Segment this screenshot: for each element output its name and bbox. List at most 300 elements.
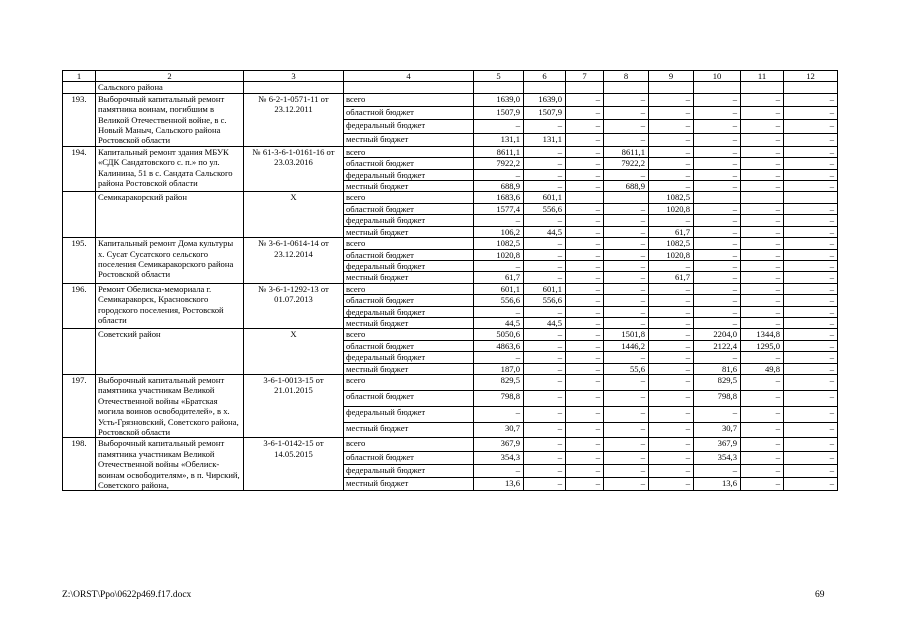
amount-cell: – bbox=[741, 133, 784, 146]
column-number: 7 bbox=[566, 71, 604, 82]
amount-cell: 1683,6 bbox=[474, 192, 524, 203]
funding-source: областной бюджет bbox=[344, 451, 474, 464]
footer-page-number: 69 bbox=[815, 590, 825, 600]
funding-source: местный бюджет bbox=[344, 226, 474, 237]
amount-cell: – bbox=[741, 317, 784, 328]
amount-cell: – bbox=[566, 93, 604, 106]
amount-cell: – bbox=[524, 238, 566, 249]
amount-cell: – bbox=[566, 120, 604, 133]
document-ref: № 3-6-1-0614-14 от 23.12.2014 bbox=[244, 238, 344, 284]
amount-cell: – bbox=[649, 283, 694, 294]
amount-cell: – bbox=[741, 438, 784, 451]
amount-cell: 829,5 bbox=[474, 374, 524, 390]
amount-cell: – bbox=[604, 215, 649, 226]
amount-cell: – bbox=[524, 329, 566, 340]
amount-cell: – bbox=[566, 158, 604, 169]
document-ref: № 6-2-1-0571-11 от 23.12.2011 bbox=[244, 93, 344, 146]
amount-cell: 106,2 bbox=[474, 226, 524, 237]
amount-cell: – bbox=[694, 295, 741, 306]
amount-cell: – bbox=[604, 306, 649, 317]
funding-source: областной бюджет bbox=[344, 203, 474, 214]
amount-cell: – bbox=[694, 260, 741, 271]
amount-cell: – bbox=[566, 203, 604, 214]
funding-source: областной бюджет bbox=[344, 295, 474, 306]
amount-cell: 601,1 bbox=[524, 283, 566, 294]
document-ref: Х bbox=[244, 192, 344, 238]
amount-cell: – bbox=[694, 146, 741, 157]
amount-cell bbox=[566, 192, 604, 203]
amount-cell: 1295,0 bbox=[741, 340, 784, 351]
amount-cell: – bbox=[604, 374, 649, 390]
column-number: 6 bbox=[524, 71, 566, 82]
amount-cell: – bbox=[566, 374, 604, 390]
footer-file-path: Z:\ORST\Ppo\0622p469.f17.docx bbox=[62, 590, 192, 600]
empty-cell bbox=[694, 82, 741, 93]
amount-cell: 1507,9 bbox=[524, 107, 566, 120]
amount-cell: – bbox=[566, 238, 604, 249]
amount-cell: – bbox=[649, 406, 694, 422]
amount-cell: – bbox=[604, 295, 649, 306]
amount-cell: – bbox=[784, 181, 838, 192]
document-ref bbox=[244, 82, 344, 93]
row-number bbox=[63, 329, 96, 375]
amount-cell: 7922,2 bbox=[474, 158, 524, 169]
funding-source: областной бюджет bbox=[344, 390, 474, 406]
amount-cell: – bbox=[694, 249, 741, 260]
amount-cell: – bbox=[784, 272, 838, 283]
amount-cell bbox=[604, 192, 649, 203]
amount-cell: – bbox=[604, 438, 649, 451]
amount-cell: – bbox=[741, 181, 784, 192]
amount-cell: – bbox=[566, 438, 604, 451]
amount-cell: – bbox=[741, 260, 784, 271]
amount-cell: – bbox=[649, 215, 694, 226]
amount-cell: – bbox=[741, 464, 784, 477]
funding-source: федеральный бюджет bbox=[344, 120, 474, 133]
district-funding-row bbox=[63, 192, 838, 203]
amount-cell: – bbox=[741, 390, 784, 406]
funding-source: федеральный бюджет bbox=[344, 215, 474, 226]
amount-cell: – bbox=[604, 169, 649, 180]
object-funding-row bbox=[63, 374, 838, 390]
object-name: Выборочный капитальный ремонт памятника участникам Великой Отечественной войны «Обелиск- воинам освободителям», в п. Чирский, Советского района, bbox=[96, 438, 244, 491]
column-number: 3 bbox=[244, 71, 344, 82]
amount-cell: 13,6 bbox=[474, 478, 524, 491]
amount-cell: – bbox=[694, 120, 741, 133]
amount-cell: – bbox=[784, 438, 838, 451]
amount-cell: 2122,4 bbox=[694, 340, 741, 351]
amount-cell: – bbox=[784, 283, 838, 294]
amount-cell: 44,5 bbox=[524, 226, 566, 237]
amount-cell: – bbox=[649, 169, 694, 180]
amount-cell: – bbox=[566, 107, 604, 120]
amount-cell: 829,5 bbox=[694, 374, 741, 390]
object-name: Сальского района bbox=[96, 82, 244, 93]
district-name: Советский район bbox=[96, 329, 244, 375]
amount-cell: – bbox=[524, 374, 566, 390]
amount-cell: – bbox=[649, 317, 694, 328]
funding-source: федеральный бюджет bbox=[344, 306, 474, 317]
amount-cell: – bbox=[604, 464, 649, 477]
amount-cell: 30,7 bbox=[474, 422, 524, 438]
amount-cell: – bbox=[741, 295, 784, 306]
funding-source: всего bbox=[344, 374, 474, 390]
amount-cell: 1446,2 bbox=[604, 340, 649, 351]
amount-cell: – bbox=[649, 93, 694, 106]
amount-cell: 8611,1 bbox=[604, 146, 649, 157]
empty-cell bbox=[649, 82, 694, 93]
amount-cell: – bbox=[741, 249, 784, 260]
amount-cell: 61,7 bbox=[649, 226, 694, 237]
amount-cell: – bbox=[694, 93, 741, 106]
amount-cell: – bbox=[604, 107, 649, 120]
amount-cell: – bbox=[524, 272, 566, 283]
amount-cell: – bbox=[741, 120, 784, 133]
amount-cell: – bbox=[649, 133, 694, 146]
amount-cell: – bbox=[566, 272, 604, 283]
amount-cell: – bbox=[524, 406, 566, 422]
amount-cell: 8611,1 bbox=[474, 146, 524, 157]
funding-source: местный бюджет bbox=[344, 478, 474, 491]
amount-cell: – bbox=[524, 215, 566, 226]
amount-cell: – bbox=[784, 238, 838, 249]
amount-cell: – bbox=[524, 158, 566, 169]
funding-source: местный бюджет bbox=[344, 133, 474, 146]
object-funding-row bbox=[63, 93, 838, 106]
funding-source: федеральный бюджет bbox=[344, 352, 474, 363]
amount-cell: – bbox=[741, 374, 784, 390]
amount-cell: 354,3 bbox=[474, 451, 524, 464]
amount-cell: – bbox=[694, 158, 741, 169]
amount-cell: – bbox=[604, 352, 649, 363]
amount-cell: – bbox=[524, 340, 566, 351]
amount-cell: – bbox=[784, 340, 838, 351]
row-number bbox=[63, 192, 96, 238]
column-number: 5 bbox=[474, 71, 524, 82]
amount-cell: 1020,8 bbox=[649, 249, 694, 260]
amount-cell: – bbox=[604, 120, 649, 133]
amount-cell: 2204,0 bbox=[694, 329, 741, 340]
amount-cell: – bbox=[524, 478, 566, 491]
object-name: Капитальный ремонт Дома культуры х. Сусат Сусатского сельского поселения Семикаракорского района Ростовской области bbox=[96, 238, 244, 284]
amount-cell: – bbox=[741, 215, 784, 226]
amount-cell: – bbox=[649, 390, 694, 406]
funding-source: областной бюджет bbox=[344, 107, 474, 120]
amount-cell: – bbox=[694, 352, 741, 363]
amount-cell: – bbox=[604, 317, 649, 328]
amount-cell: – bbox=[649, 352, 694, 363]
column-number: 8 bbox=[604, 71, 649, 82]
funding-source: федеральный бюджет bbox=[344, 406, 474, 422]
amount-cell: – bbox=[604, 451, 649, 464]
amount-cell: 1639,0 bbox=[474, 93, 524, 106]
column-number: 9 bbox=[649, 71, 694, 82]
amount-cell: – bbox=[741, 146, 784, 157]
amount-cell: – bbox=[649, 120, 694, 133]
amount-cell: – bbox=[784, 422, 838, 438]
row-number: 193. bbox=[63, 93, 96, 146]
amount-cell: – bbox=[784, 203, 838, 214]
amount-cell: – bbox=[604, 133, 649, 146]
amount-cell: – bbox=[649, 464, 694, 477]
amount-cell: – bbox=[474, 352, 524, 363]
amount-cell: 1082,5 bbox=[649, 238, 694, 249]
amount-cell: – bbox=[604, 406, 649, 422]
amount-cell: – bbox=[566, 329, 604, 340]
budget-table bbox=[62, 70, 838, 491]
empty-cell bbox=[784, 82, 838, 93]
amount-cell: 1082,5 bbox=[474, 238, 524, 249]
funding-source: местный бюджет bbox=[344, 422, 474, 438]
amount-cell: – bbox=[741, 226, 784, 237]
amount-cell: 131,1 bbox=[524, 133, 566, 146]
object-name: Выборочный капитальный ремонт памятника участникам Великой Отечественной войны «Братская могила воинов освободителей», в х. Усть-Грязновский, Советского района, Ростовской области bbox=[96, 374, 244, 437]
amount-cell: 131,1 bbox=[474, 133, 524, 146]
amount-cell: – bbox=[566, 406, 604, 422]
amount-cell: – bbox=[524, 422, 566, 438]
amount-cell: – bbox=[566, 295, 604, 306]
amount-cell: – bbox=[694, 306, 741, 317]
amount-cell: – bbox=[741, 93, 784, 106]
amount-cell: 55,6 bbox=[604, 363, 649, 374]
amount-cell: – bbox=[566, 317, 604, 328]
funding-source: всего bbox=[344, 329, 474, 340]
amount-cell: – bbox=[741, 406, 784, 422]
amount-cell: 49,8 bbox=[741, 363, 784, 374]
amount-cell: – bbox=[649, 340, 694, 351]
amount-cell: – bbox=[694, 317, 741, 328]
amount-cell: 61,7 bbox=[474, 272, 524, 283]
amount-cell: – bbox=[784, 451, 838, 464]
amount-cell: – bbox=[741, 478, 784, 491]
amount-cell: 1344,8 bbox=[741, 329, 784, 340]
funding-source: всего bbox=[344, 283, 474, 294]
amount-cell bbox=[741, 192, 784, 203]
amount-cell: 1501,8 bbox=[604, 329, 649, 340]
amount-cell: 1020,8 bbox=[649, 203, 694, 214]
amount-cell: – bbox=[741, 169, 784, 180]
empty-cell bbox=[474, 82, 524, 93]
amount-cell: – bbox=[566, 215, 604, 226]
amount-cell: – bbox=[566, 169, 604, 180]
amount-cell: – bbox=[649, 451, 694, 464]
amount-cell: – bbox=[741, 203, 784, 214]
funding-source: областной бюджет bbox=[344, 249, 474, 260]
column-number: 2 bbox=[96, 71, 244, 82]
column-number: 1 bbox=[63, 71, 96, 82]
amount-cell: – bbox=[566, 306, 604, 317]
amount-cell: – bbox=[649, 363, 694, 374]
column-number: 12 bbox=[784, 71, 838, 82]
amount-cell: – bbox=[784, 169, 838, 180]
empty-cell bbox=[524, 82, 566, 93]
amount-cell: – bbox=[741, 352, 784, 363]
amount-cell: – bbox=[649, 438, 694, 451]
amount-cell: – bbox=[649, 146, 694, 157]
funding-source: федеральный бюджет bbox=[344, 260, 474, 271]
row-number: 197. bbox=[63, 374, 96, 437]
amount-cell: – bbox=[566, 464, 604, 477]
amount-cell: – bbox=[604, 390, 649, 406]
column-number: 10 bbox=[694, 71, 741, 82]
amount-cell: – bbox=[649, 181, 694, 192]
amount-cell: – bbox=[566, 249, 604, 260]
empty-cell bbox=[741, 82, 784, 93]
amount-cell: – bbox=[784, 120, 838, 133]
region-continuation-row bbox=[63, 82, 838, 93]
column-number: 11 bbox=[741, 71, 784, 82]
amount-cell: – bbox=[524, 306, 566, 317]
amount-cell: – bbox=[474, 306, 524, 317]
amount-cell: – bbox=[694, 181, 741, 192]
amount-cell: – bbox=[649, 295, 694, 306]
amount-cell: – bbox=[784, 93, 838, 106]
object-name: Капитальный ремонт здания МБУК «СДК Сандатовского с. п.» по ул. Калинина, 51 в с. Сандата Сальского района Ростовской области bbox=[96, 146, 244, 192]
amount-cell: 601,1 bbox=[474, 283, 524, 294]
object-funding-row bbox=[63, 238, 838, 249]
funding-source: федеральный бюджет bbox=[344, 464, 474, 477]
empty-cell bbox=[566, 82, 604, 93]
amount-cell: – bbox=[784, 363, 838, 374]
amount-cell: 81,6 bbox=[694, 363, 741, 374]
amount-cell: 1577,4 bbox=[474, 203, 524, 214]
funding-source: всего bbox=[344, 438, 474, 451]
amount-cell: – bbox=[524, 146, 566, 157]
amount-cell: – bbox=[784, 226, 838, 237]
amount-cell: – bbox=[604, 93, 649, 106]
amount-cell: – bbox=[524, 451, 566, 464]
amount-cell: 1507,9 bbox=[474, 107, 524, 120]
amount-cell: – bbox=[524, 464, 566, 477]
amount-cell: 13,6 bbox=[694, 478, 741, 491]
amount-cell: – bbox=[784, 352, 838, 363]
amount-cell: – bbox=[566, 390, 604, 406]
amount-cell: – bbox=[784, 215, 838, 226]
row-number: 194. bbox=[63, 146, 96, 192]
amount-cell: – bbox=[566, 352, 604, 363]
amount-cell: – bbox=[649, 422, 694, 438]
amount-cell: – bbox=[604, 203, 649, 214]
amount-cell: – bbox=[566, 340, 604, 351]
amount-cell: 556,6 bbox=[524, 295, 566, 306]
district-name: Семикаракорский район bbox=[96, 192, 244, 238]
column-number: 4 bbox=[344, 71, 474, 82]
amount-cell: – bbox=[566, 226, 604, 237]
amount-cell: – bbox=[649, 158, 694, 169]
funding-source: местный бюджет bbox=[344, 317, 474, 328]
amount-cell: 1639,0 bbox=[524, 93, 566, 106]
budget-table-page bbox=[62, 70, 837, 491]
amount-cell: – bbox=[694, 238, 741, 249]
amount-cell: – bbox=[604, 260, 649, 271]
amount-cell: 367,9 bbox=[694, 438, 741, 451]
amount-cell: – bbox=[566, 451, 604, 464]
amount-cell: – bbox=[694, 215, 741, 226]
amount-cell: – bbox=[566, 133, 604, 146]
amount-cell: – bbox=[604, 478, 649, 491]
amount-cell: – bbox=[604, 272, 649, 283]
funding-source: областной бюджет bbox=[344, 158, 474, 169]
amount-cell: – bbox=[566, 283, 604, 294]
amount-cell: – bbox=[741, 107, 784, 120]
amount-cell: – bbox=[649, 306, 694, 317]
row-number bbox=[63, 82, 96, 93]
amount-cell: – bbox=[524, 438, 566, 451]
amount-cell: – bbox=[784, 158, 838, 169]
amount-cell: – bbox=[524, 363, 566, 374]
amount-cell: – bbox=[524, 169, 566, 180]
amount-cell: – bbox=[524, 120, 566, 133]
amount-cell: – bbox=[694, 169, 741, 180]
amount-cell: – bbox=[784, 317, 838, 328]
amount-cell: – bbox=[784, 107, 838, 120]
amount-cell: – bbox=[741, 158, 784, 169]
amount-cell: – bbox=[566, 422, 604, 438]
funding-source: всего bbox=[344, 238, 474, 249]
amount-cell: – bbox=[474, 120, 524, 133]
amount-cell: – bbox=[784, 374, 838, 390]
row-number: 198. bbox=[63, 438, 96, 491]
object-name: Ремонт Обелиска-мемориала г. Семикаракорск, Красновского городского поселения, Ростовской области bbox=[96, 283, 244, 329]
amount-cell: – bbox=[566, 146, 604, 157]
amount-cell: – bbox=[566, 260, 604, 271]
amount-cell: – bbox=[524, 352, 566, 363]
funding-source: областной бюджет bbox=[344, 340, 474, 351]
amount-cell: – bbox=[741, 238, 784, 249]
amount-cell: – bbox=[784, 329, 838, 340]
amount-cell: – bbox=[474, 406, 524, 422]
amount-cell: – bbox=[649, 329, 694, 340]
amount-cell: – bbox=[649, 260, 694, 271]
amount-cell: – bbox=[784, 146, 838, 157]
amount-cell: – bbox=[784, 260, 838, 271]
amount-cell: – bbox=[694, 272, 741, 283]
amount-cell: 61,7 bbox=[649, 272, 694, 283]
funding-source: местный бюджет bbox=[344, 363, 474, 374]
amount-cell: – bbox=[784, 295, 838, 306]
amount-cell: – bbox=[649, 107, 694, 120]
amount-cell: – bbox=[694, 464, 741, 477]
amount-cell: 44,5 bbox=[474, 317, 524, 328]
amount-cell: – bbox=[649, 374, 694, 390]
object-name: Выборочный капитальный ремонт памятника воинам, погибшим в Великой Отечественной войне, в с. Новый Маныч, Сальского района Ростовской области bbox=[96, 93, 244, 146]
amount-cell: – bbox=[524, 260, 566, 271]
amount-cell: – bbox=[741, 422, 784, 438]
funding-source: всего bbox=[344, 93, 474, 106]
amount-cell: 1020,8 bbox=[474, 249, 524, 260]
amount-cell: – bbox=[604, 249, 649, 260]
amount-cell: 798,8 bbox=[474, 390, 524, 406]
amount-cell: – bbox=[784, 306, 838, 317]
object-funding-row bbox=[63, 283, 838, 294]
amount-cell: 556,6 bbox=[474, 295, 524, 306]
amount-cell: – bbox=[784, 478, 838, 491]
amount-cell: – bbox=[604, 238, 649, 249]
object-funding-row bbox=[63, 438, 838, 451]
amount-cell: – bbox=[694, 133, 741, 146]
district-funding-row bbox=[63, 329, 838, 340]
amount-cell: – bbox=[474, 260, 524, 271]
amount-cell: 798,8 bbox=[694, 390, 741, 406]
amount-cell: – bbox=[524, 249, 566, 260]
amount-cell: – bbox=[741, 272, 784, 283]
amount-cell: 7922,2 bbox=[604, 158, 649, 169]
amount-cell: 4863,6 bbox=[474, 340, 524, 351]
amount-cell: – bbox=[604, 422, 649, 438]
amount-cell: 688,9 bbox=[474, 181, 524, 192]
amount-cell: – bbox=[784, 464, 838, 477]
document-ref: 3-6-1-0013-15 от 21.01.2015 bbox=[244, 374, 344, 437]
